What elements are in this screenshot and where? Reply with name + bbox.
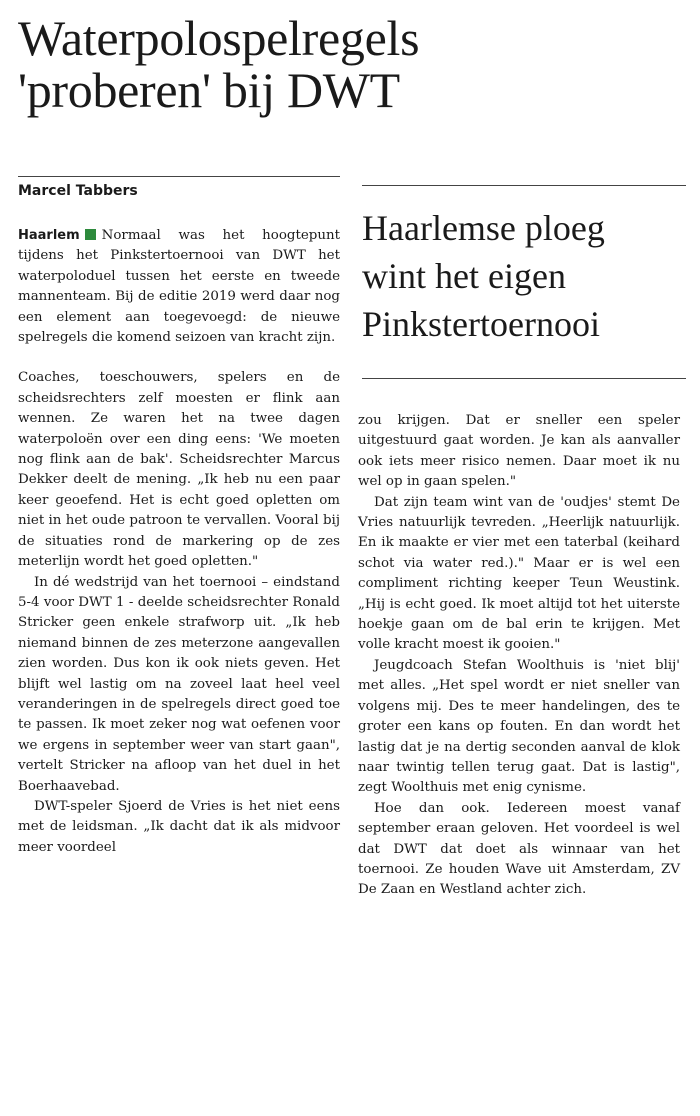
body-paragraph: Jeugdcoach Stefan Woolthuis is 'niet blij' met alles. „Het spel wordt er niet sneller van volgens mij. Des te meer handelingen, des te groter een kans op fouten. En dan wordt het lastig dat je na dertig seconden aanval de klok naar twintig tellen terug gaat. Dat is lastig", zegt Woolthuis met enig cynisme. bbox=[358, 657, 680, 796]
body-paragraph: Dat zijn team wint van de 'oudjes' stemt De Vries natuurlijk tevreden. „Heerlijk natuurlijk. En ik maakte er vier met een taterbal (keihard schot via water red.)." Maar er is wel een compliment richting keeper Teun Weustink. „Hij is echt goed. Ik moet altijd tot het uiterste hoekje gaan om de bal erin te krijgen. Met volle kracht moest ik gooien." bbox=[358, 494, 680, 653]
subhead-line-3: Pinkstertoernooi bbox=[362, 304, 600, 344]
intro-text: Normaal was het hoogtepunt tijdens het Pinkstertoernooi van DWT het waterpoloduel tussen het eerste en tweede mannenteam. Bij de editie 2019 werd daar nog een element aan toegevoegd: de nieuwe spelregels die komend seizoen van kracht zijn. bbox=[18, 228, 340, 346]
dateline: Haarlem bbox=[18, 228, 80, 243]
headline-line-1: Waterpolospelregels bbox=[18, 10, 420, 66]
subhead-rule-top bbox=[362, 185, 686, 186]
subheadline bbox=[362, 204, 688, 348]
subhead-line-2: wint het eigen bbox=[362, 256, 566, 296]
article-column-left bbox=[18, 226, 340, 858]
headline-line-2: 'proberen' bij DWT bbox=[18, 62, 400, 118]
intro-paragraph bbox=[18, 226, 340, 348]
byline-rule bbox=[18, 176, 340, 177]
body-paragraph: Hoe dan ook. Iedereen moest vanaf september eraan geloven. Het voordeel is wel dat DWT dat doet als winnaar van het toernooi. Ze houden Wave uit Amsterdam, ZV De Zaan en Westland achter zich. bbox=[358, 800, 680, 898]
body-paragraph: zou krijgen. Dat er sneller een speler uitgestuurd gaat worden. Je kan als aanvaller ook iets meer risico nemen. Daar moet ik nu wel op in gaan spelen." bbox=[358, 413, 680, 490]
article-column-right bbox=[358, 411, 680, 901]
body-paragraph: DWT-speler Sjoerd de Vries is het niet eens met de leidsman. „Ik dacht dat ik als midvoor meer voordeel bbox=[18, 798, 340, 855]
body-paragraph: Coaches, toeschouwers, spelers en de scheidsrechters zelf moesten er flink aan wennen. Ze waren het na twee dagen waterpoloën over een ding eens: 'We moeten nog flink aan de bak'. Scheidsrechter Marcus Dekker deelt de mening. „Ik heb nu een paar keer geoefend. Het is echt goed opletten om niet in het oude patroon te vervallen. Vooral bij de situaties rond de markering op de zes meterlijn wordt het goed opletten." bbox=[18, 370, 340, 570]
byline: Marcel Tabbers bbox=[18, 183, 138, 199]
green-square-icon bbox=[85, 229, 96, 240]
subhead-line-1: Haarlemse ploeg bbox=[362, 208, 605, 248]
body-paragraph: In dé wedstrijd van het toernooi – eindstand 5-4 voor DWT 1 - deelde scheidsrechter Ronald Stricker geen enkele strafworp uit. „Ik heb niemand binnen de zes meterzone aangevallen zien worden. Dus kon ik ook niets geven. Het blijft wel lastig om na zoveel laat heel veel veranderingen in de spelregels direct goed toe te passen. Ik moet zeker nog wat oefenen voor we ergens in september weer van start gaan", vertelt Stricker na afloop van het duel in het Boerhaavebad. bbox=[18, 574, 340, 794]
headline bbox=[18, 12, 688, 116]
subhead-rule-bottom bbox=[362, 378, 686, 379]
